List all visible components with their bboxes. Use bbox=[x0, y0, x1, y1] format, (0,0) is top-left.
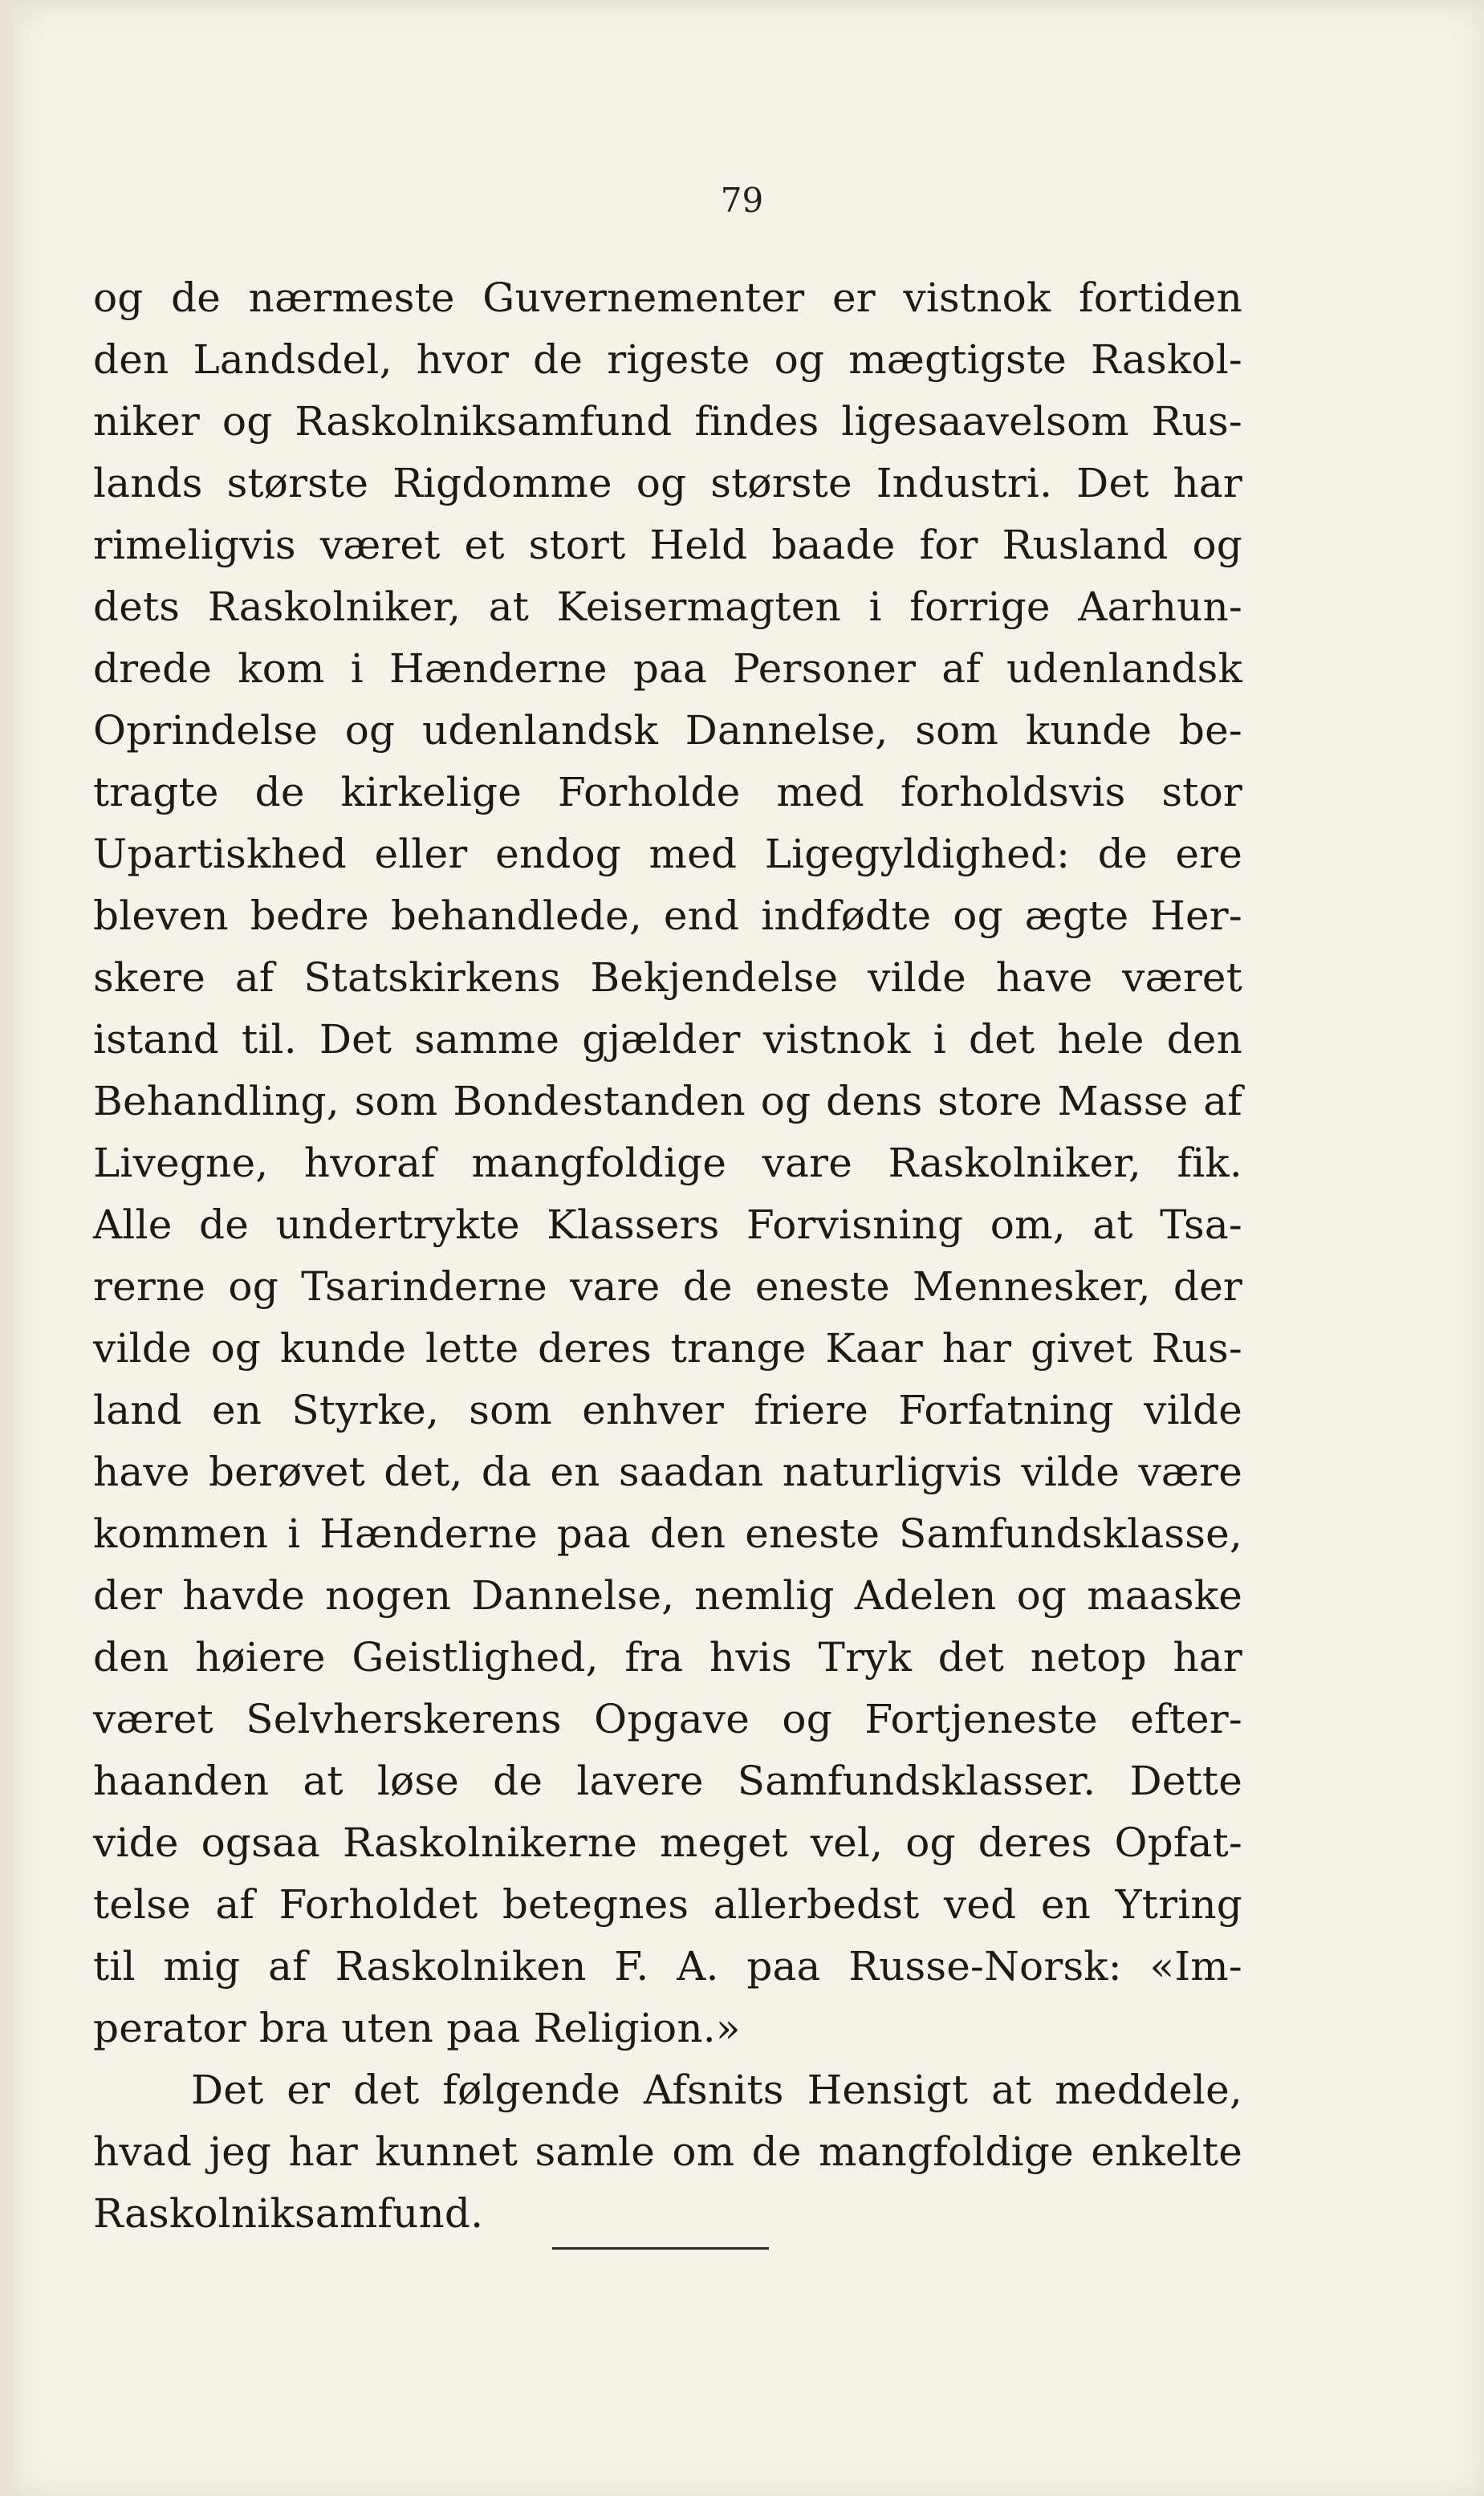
text-line: haanden at løse de lavere Samfundsklasser. Dette bbox=[93, 1758, 1242, 1804]
text-line: Livegne, hvoraf mangfoldige vare Raskolniker, fik. bbox=[93, 1140, 1242, 1186]
text-line: have berøvet det, da en saadan naturligvis vilde være bbox=[93, 1449, 1242, 1495]
text-line: vilde og kunde lette deres trange Kaar har givet Rus- bbox=[93, 1325, 1242, 1372]
text-line: lands største Rigdomme og største Industri. Det har bbox=[93, 460, 1242, 506]
text-line: Alle de undertrykte Klassers Forvisning om, at Tsa- bbox=[93, 1201, 1242, 1248]
text-line: bleven bedre behandlede, end indfødte og ægte Her- bbox=[93, 892, 1242, 939]
text-line: vide ogsaa Raskolnikerne meget vel, og deres Opfat- bbox=[93, 1819, 1242, 1866]
text-line: der havde nogen Dannelse, nemlig Adelen og maaske bbox=[93, 1572, 1242, 1619]
text-line: Raskolniksamfund. bbox=[93, 2190, 484, 2237]
body-text bbox=[93, 267, 1242, 2245]
text-line: været Selvherskerens Opgave og Fortjeneste efter- bbox=[93, 1696, 1242, 1742]
text-line: land en Styrke, som enhver friere Forfatning vilde bbox=[93, 1387, 1242, 1433]
text-line: niker og Raskolniksamfund findes ligesaavelsom Rus- bbox=[93, 398, 1242, 445]
paragraph-1 bbox=[93, 267, 1242, 2059]
section-divider-rule bbox=[552, 2247, 769, 2250]
text-line: den Landsdel, hvor de rigeste og mægtigste Raskol- bbox=[93, 336, 1242, 383]
text-line: Upartiskhed eller endog med Ligegyldighed: de ere bbox=[93, 831, 1242, 877]
text-line: og de nærmeste Guvernementer er vistnok fortiden bbox=[93, 274, 1242, 321]
text-line: istand til. Det samme gjælder vistnok i det hele den bbox=[93, 1016, 1242, 1063]
text-line: til mig af Raskolniken F. A. paa Russe-Norsk: «Im- bbox=[93, 1943, 1242, 1990]
text-line: Behandling, som Bondestanden og dens store Masse af bbox=[93, 1078, 1242, 1124]
text-line: tragte de kirkelige Forholde med forholdsvis stor bbox=[93, 769, 1242, 815]
text-line: rerne og Tsarinderne vare de eneste Mennesker, der bbox=[93, 1263, 1242, 1310]
text-line: kommen i Hænderne paa den eneste Samfundsklasse, bbox=[93, 1510, 1242, 1557]
text-line: telse af Forholdet betegnes allerbedst ved en Ytring bbox=[93, 1881, 1242, 1928]
text-line: hvad jeg har kunnet samle om de mangfoldige enkelte bbox=[93, 2128, 1242, 2175]
paragraph-2 bbox=[93, 2059, 1242, 2245]
text-line: den høiere Geistlighed, fra hvis Tryk det netop har bbox=[93, 1634, 1242, 1681]
text-line: skere af Statskirkens Bekjendelse vilde have været bbox=[93, 954, 1242, 1001]
text-line: drede kom i Hænderne paa Personer af udenlandsk bbox=[93, 645, 1242, 692]
text-line: Oprindelse og udenlandsk Dannelse, som kunde be- bbox=[93, 707, 1242, 754]
page-number: 79 bbox=[720, 181, 764, 220]
text-line: Det er det følgende Afsnits Hensigt at meddele, bbox=[191, 2067, 1242, 2113]
text-line: dets Raskolniker, at Keisermagten i forrige Aarhun- bbox=[93, 583, 1242, 630]
text-line: rimeligvis været et stort Held baade for Rusland og bbox=[93, 522, 1242, 568]
text-line: perator bra uten paa Religion.» bbox=[93, 2005, 741, 2051]
